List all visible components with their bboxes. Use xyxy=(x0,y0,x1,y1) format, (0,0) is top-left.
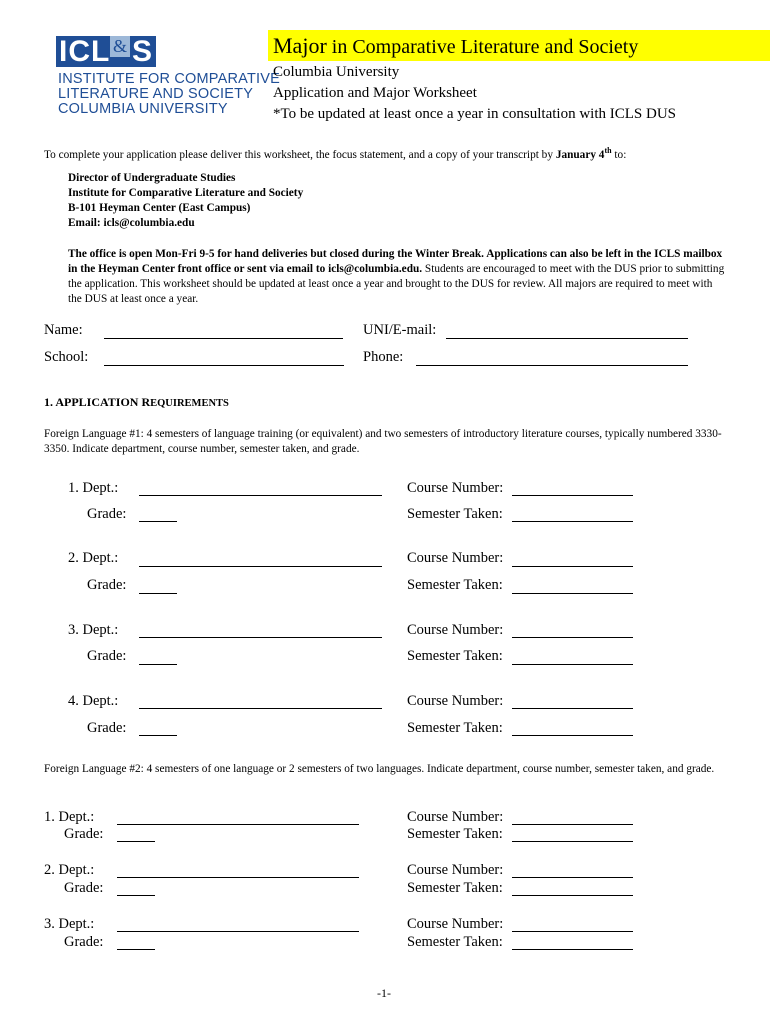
fl1-row2-semester-field[interactable] xyxy=(512,593,633,594)
name-label: Name: xyxy=(44,322,83,338)
phone-field[interactable] xyxy=(416,365,688,366)
fl1-row3-grade-field[interactable] xyxy=(139,664,177,665)
fl2-row3-semester-field[interactable] xyxy=(512,949,633,950)
fl2-row2-dept-label: 2. Dept.: xyxy=(44,862,95,878)
logo-letters-right: S xyxy=(132,35,153,68)
fl2-row2-grade-label: Grade: xyxy=(64,880,104,896)
phone-label: Phone: xyxy=(363,349,404,365)
icls-logo xyxy=(56,35,280,118)
fl1-row4-grade-field[interactable] xyxy=(139,735,177,736)
fl2-row3-dept-label: 3. Dept.: xyxy=(44,916,95,932)
fl1-row1-dept-field[interactable] xyxy=(139,495,382,496)
foreign-language-2-text: Foreign Language #2: 4 semesters of one language or 2 semesters of two languages. Indicate department, course number, semester taken, and grade. xyxy=(44,763,715,775)
logo-line-2: LITERATURE AND SOCIETY xyxy=(58,86,254,102)
fl1-row1-grade-label: Grade: xyxy=(87,506,127,522)
school-label: School: xyxy=(44,349,89,365)
fl2-row1-semester-field[interactable] xyxy=(512,841,633,842)
fl1-row2-dept-label: 2. Dept.: xyxy=(68,550,119,566)
fl2-row1-dept-label: 1. Dept.: xyxy=(44,809,95,825)
fl2-row3-grade-label: Grade: xyxy=(64,934,104,950)
fl1-row3-grade-label: Grade: xyxy=(87,648,127,664)
page-number: -1- xyxy=(377,986,391,1000)
intro-text: To complete your application please deliver this worksheet, the focus statement, and a copy of your transcript by xyxy=(44,148,556,161)
fl1-row1-semester-field[interactable] xyxy=(512,521,633,522)
fl1-row3-course-field[interactable] xyxy=(512,637,633,638)
fl1-row4-semester-label: Semester Taken: xyxy=(407,720,503,736)
fl1-row1-course-field[interactable] xyxy=(512,495,633,496)
fl2-row2-grade-field[interactable] xyxy=(117,895,155,896)
fl2-row1-course-label: Course Number: xyxy=(407,809,504,825)
fl1-row4-grade-label: Grade: xyxy=(87,720,127,736)
uni-email-field[interactable] xyxy=(446,338,688,339)
logo-ampersand: & xyxy=(110,36,130,57)
fl1-row2-course-field[interactable] xyxy=(512,566,633,567)
header-worksheet: Application and Major Worksheet xyxy=(273,85,477,101)
fl2-row2-course-label: Course Number: xyxy=(407,862,504,878)
fl1-row1-dept-label: 1. Dept.: xyxy=(68,480,119,496)
fl1-row1-semester-label: Semester Taken: xyxy=(407,506,503,522)
intro-text-after: to: xyxy=(611,148,627,161)
name-field[interactable] xyxy=(104,338,343,339)
fl2-row3-dept-field[interactable] xyxy=(117,931,359,932)
fl1-row3-dept-field[interactable] xyxy=(139,637,382,638)
fl2-row2-semester-label: Semester Taken: xyxy=(407,880,503,896)
section-title-a: APPLICATION R xyxy=(55,395,151,409)
fl1-row1-grade-field[interactable] xyxy=(139,521,177,522)
address-line: Email: icls@columbia.edu xyxy=(68,217,195,229)
fl1-row2-dept-field[interactable] xyxy=(139,566,382,567)
fl2-row3-course-label: Course Number: xyxy=(407,916,504,932)
fl1-row3-dept-label: 3. Dept.: xyxy=(68,622,119,638)
fl2-row1-semester-label: Semester Taken: xyxy=(407,826,503,842)
fl1-row3-course-label: Course Number: xyxy=(407,622,504,638)
address-block xyxy=(68,171,668,231)
title-major: Major xyxy=(273,33,327,58)
fl1-row4-course-label: Course Number: xyxy=(407,693,504,709)
fl2-row1-dept-field[interactable] xyxy=(117,824,359,825)
fl2-row2-course-field[interactable] xyxy=(512,877,633,878)
fl1-row4-course-field[interactable] xyxy=(512,708,633,709)
foreign-language-1-text: Foreign Language #1: 4 semesters of language training (or equivalent) and two semesters of introductory literature courses, typically numbered 3330-3350. Indicate department, course number, semester taken, and grade. xyxy=(44,428,722,455)
fl2-row1-grade-field[interactable] xyxy=(117,841,155,842)
address-line: B-101 Heyman Center (East Campus) xyxy=(68,202,251,214)
fl1-row1-course-label: Course Number: xyxy=(407,480,504,496)
section-number: 1. xyxy=(44,395,53,409)
address-line: Director of Undergraduate Studies xyxy=(68,172,236,184)
fl1-row2-grade-label: Grade: xyxy=(87,577,127,593)
fl1-row2-course-label: Course Number: xyxy=(407,550,504,566)
notice-bold: The office is open Mon-Fri 9-5 for hand deliveries but closed during the Winter Break. Applications can also be left in the ICLS mailbox in the Heyman Center front office or sent via email to icls@columbia.edu. xyxy=(68,248,723,275)
school-field[interactable] xyxy=(104,365,344,366)
fl2-row1-grade-label: Grade: xyxy=(64,826,104,842)
logo-mark xyxy=(56,36,156,67)
fl2-row3-semester-label: Semester Taken: xyxy=(407,934,503,950)
uni-label: UNI/E-mail: xyxy=(363,322,437,338)
logo-line-3: COLUMBIA UNIVERSITY xyxy=(58,101,228,117)
fl2-row3-grade-field[interactable] xyxy=(117,949,155,950)
fl2-row1-course-field[interactable] xyxy=(512,824,633,825)
office-notice xyxy=(68,247,728,307)
intro-deadline: January 4 xyxy=(555,148,605,161)
fl1-row4-semester-field[interactable] xyxy=(512,735,633,736)
fl1-row3-semester-label: Semester Taken: xyxy=(407,648,503,664)
intro-paragraph xyxy=(44,143,744,163)
title-rest: in Comparative Literature and Society xyxy=(331,36,639,58)
page-title xyxy=(273,33,638,59)
fl1-row4-dept-label: 4. Dept.: xyxy=(68,693,119,709)
fl1-row2-grade-field[interactable] xyxy=(139,593,177,594)
fl1-row2-semester-label: Semester Taken: xyxy=(407,577,503,593)
fl2-row2-dept-field[interactable] xyxy=(117,877,359,878)
notice-normal: Students are encouraged to meet with the DUS prior to submitting the application. This worksheet should be updated at least once a year and brought to the DUS for review. All majors are required to meet with the DUS at least once a year. xyxy=(68,263,725,305)
header-university: Columbia University xyxy=(273,64,400,80)
intro-deadline-sup: th xyxy=(604,146,612,155)
fl1-row3-semester-field[interactable] xyxy=(512,664,633,665)
logo-line-1: INSTITUTE FOR COMPARATIVE xyxy=(58,71,280,87)
fl1-row4-dept-field[interactable] xyxy=(139,708,382,709)
section-title-b: EQUIREMENTS xyxy=(150,398,229,409)
fl2-row2-semester-field[interactable] xyxy=(512,895,633,896)
address-line: Institute for Comparative Literature and Society xyxy=(68,187,304,199)
section-heading xyxy=(44,395,229,410)
header-update-note: *To be updated at least once a year in consultation with ICLS DUS xyxy=(273,106,677,122)
fl2-row3-course-field[interactable] xyxy=(512,931,633,932)
logo-letters-left: ICL xyxy=(59,35,111,68)
